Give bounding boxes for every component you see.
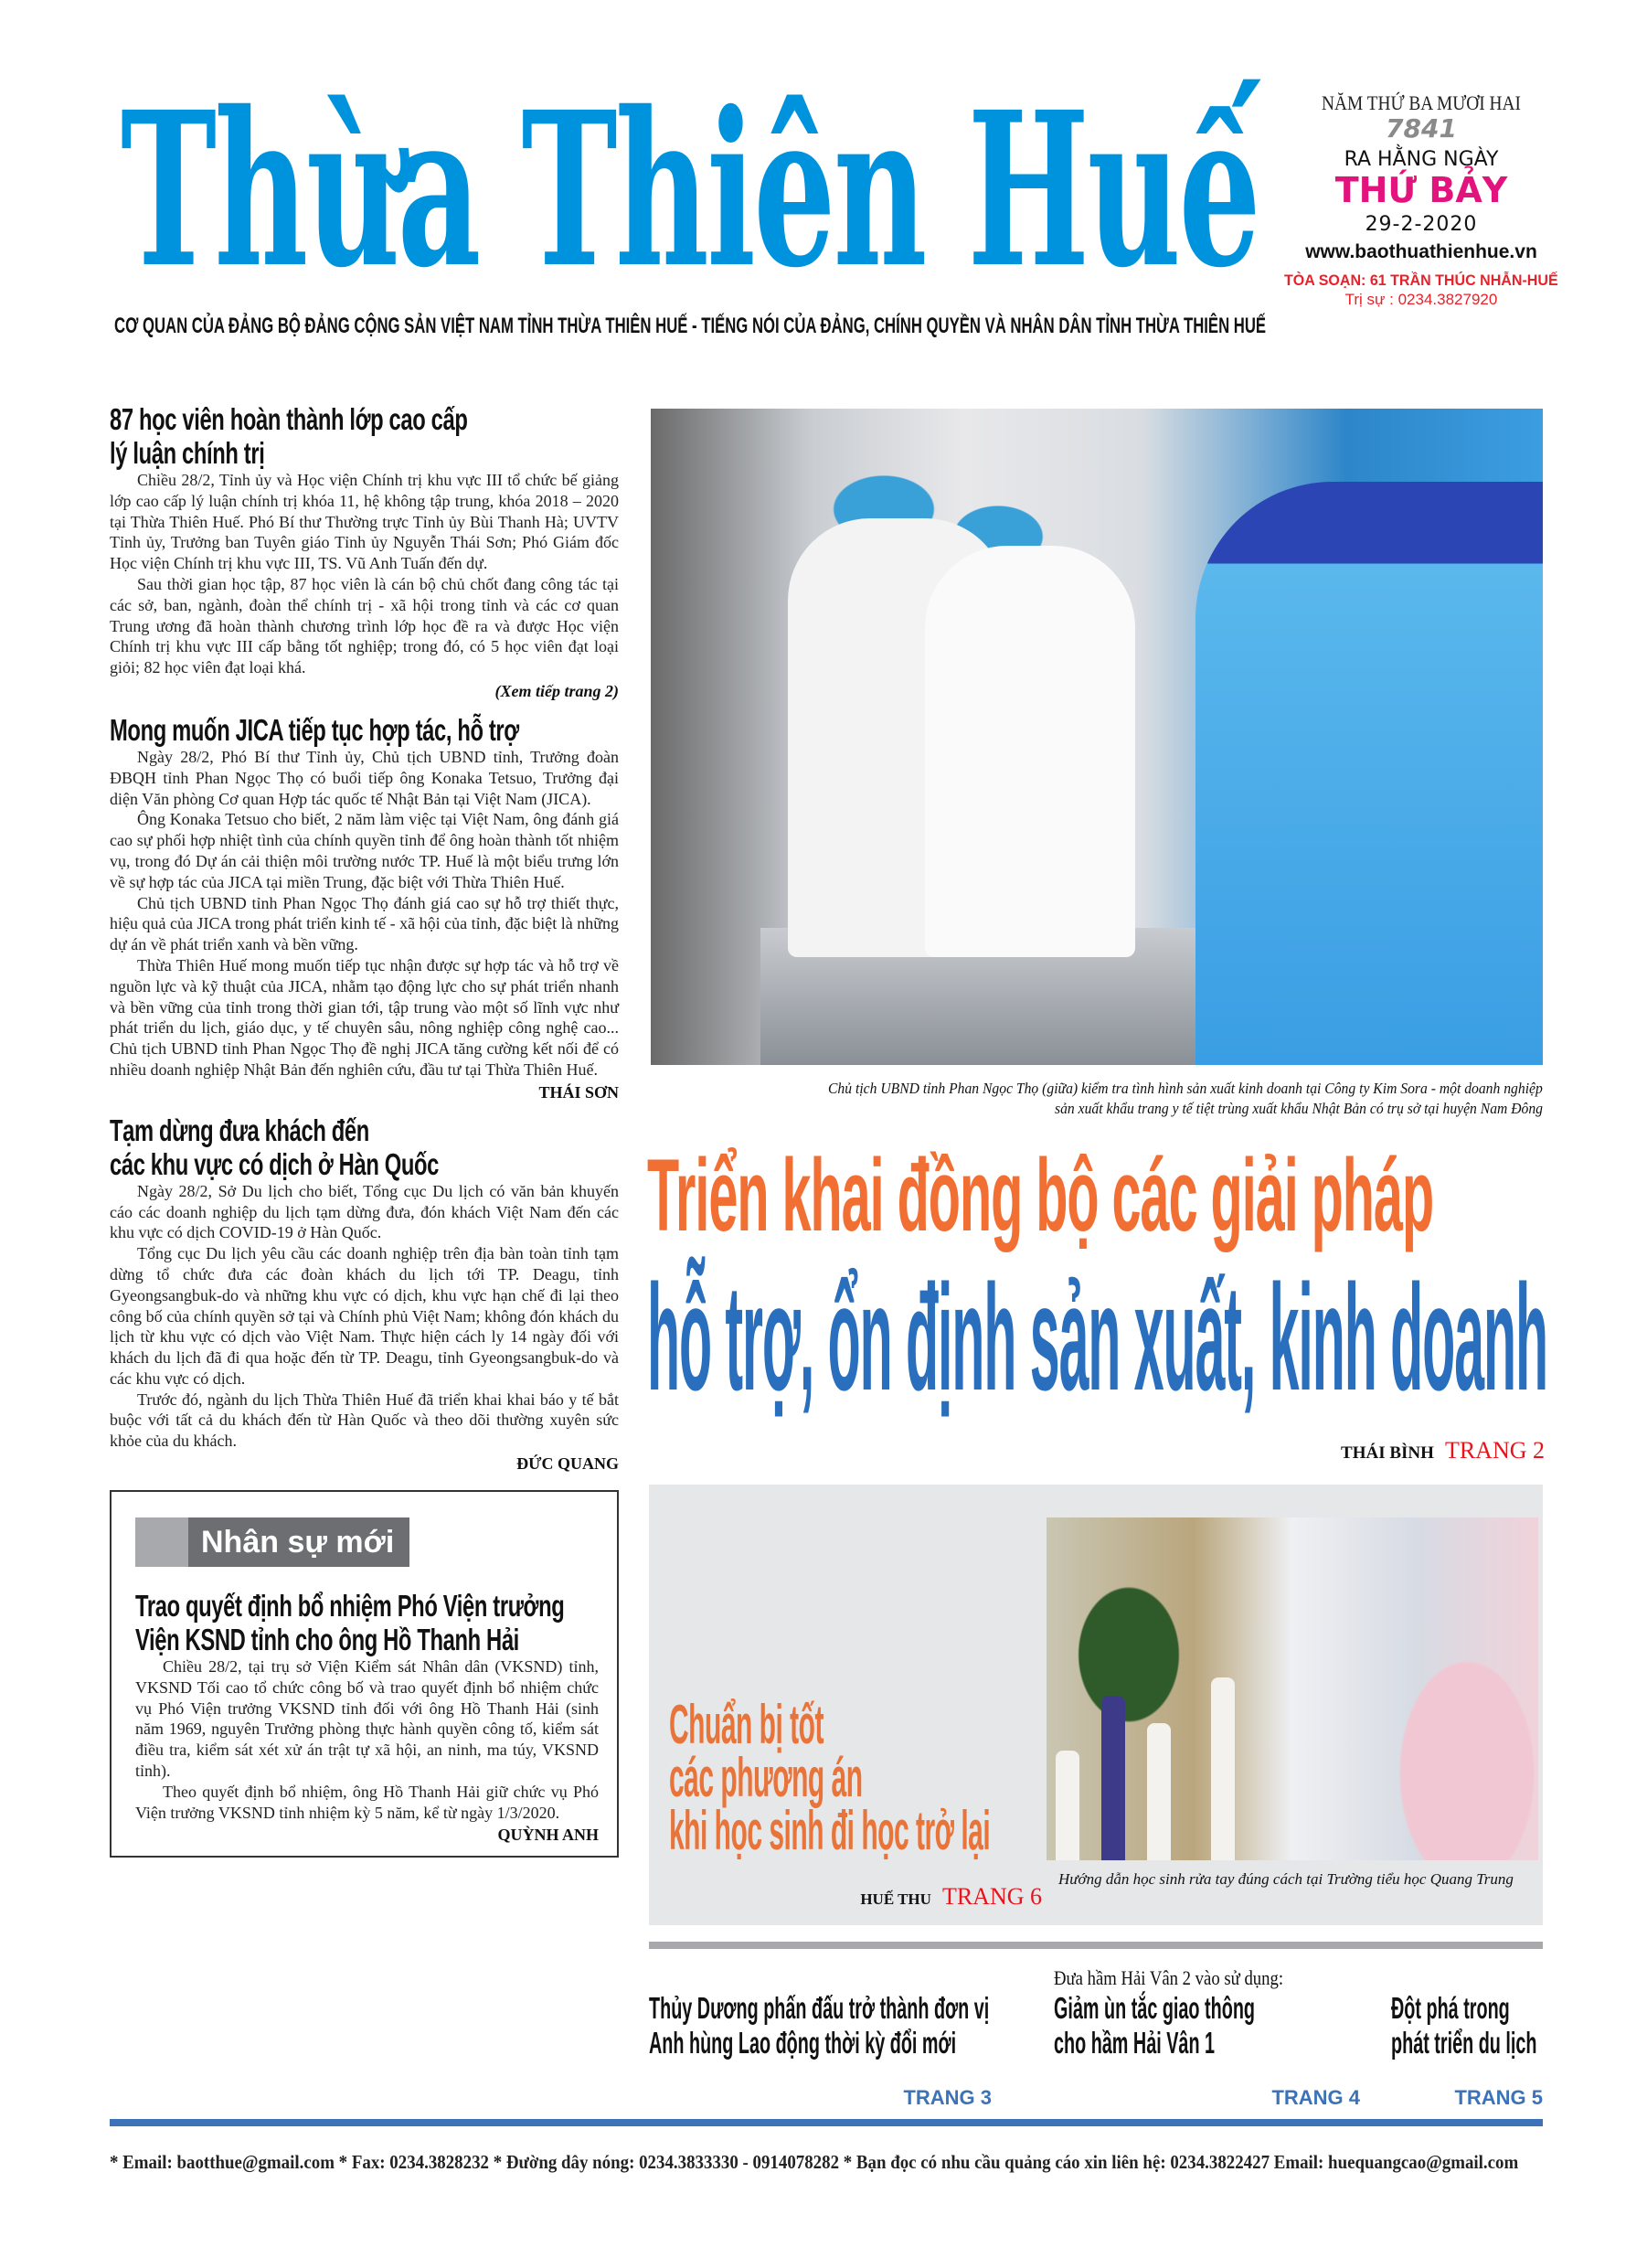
article-headline: [110, 402, 619, 470]
paragraph: Chiều 28/2, tại trụ sở Viện Kiểm sát Nhân dân (VKSND) tỉnh, VKSND Tối cao tổ chức công bố và trao quyết định bổ nhiệm chức vụ Phó Viện trưởng VKSND tỉnh đối với ông Hồ Thanh Hải (sinh năm 1969, nguyên Trưởng phòng thực hành quyền công tố, kiểm sát điều tra, kiểm sát xét xử án trật tự xã hội, an ninh, ma túy, VKSND tỉnh).: [135, 1657, 599, 1781]
caption-line: sản xuất khẩu trang y tế tiệt trùng xuất khẩu Nhật Bản có trụ sở tại huyện Nam Đông: [1055, 1100, 1544, 1117]
lead-headline: [647, 1138, 1548, 1421]
paragraph: Ông Konaka Tetsuo cho biết, 2 năm làm việc tại Việt Nam, ông đánh giá cao sự phối hợp nhiệt tình của chính quyền tỉnh để ông hoàn thành tốt nhiệm vụ, trong đó Dự án cải thiện môi trường nước TP. Huế là một biểu trưng lớn về sự hợp tác của JICA tại miền Trung, đặc biệt với Thừa Thiên Huế.: [110, 810, 619, 891]
caption-line: Chủ tịch UBND tỉnh Phan Ngọc Thọ (giữa) kiểm tra tình hình sản xuất kinh doanh tại Công ty Kim Sora - một doanh nghiệp: [828, 1080, 1543, 1097]
personnel-box: [110, 1490, 619, 1858]
continued-link[interactable]: (Xem tiếp trang 2): [494, 681, 619, 700]
headline-line: Mong muốn JICA tiếp tục hợp tác, hỗ trợ: [110, 712, 519, 747]
lead-photo: [651, 409, 1543, 1065]
page-ref-link[interactable]: TRANG 6: [941, 1883, 1042, 1910]
article-jica: [110, 713, 619, 1104]
office-address: TÒA SOẠN: 61 TRẦN THÚC NHẪN-HUẾ: [1284, 272, 1558, 289]
headline-line: các phương án: [669, 1747, 863, 1808]
teaser-headline: phát triển du lịch: [1391, 2026, 1537, 2060]
headline-line: 87 học viên hoàn thành lớp cao cấp: [110, 402, 468, 436]
paragraph: Thừa Thiên Huế mong muốn tiếp tục nhận được sự hợp tác và hỗ trợ về nguồn lực và kỹ thuật của JICA, nhằm tạo động lực cho sự phát triển nhanh và bền vững của tỉnh trong thời gian tới, tập trung vào một số lĩnh vực như phát triển du lịch, giáo dục, y tế chuyên sâu, nông nghiệp công nghệ cao... Chủ tịch UBND tỉnh Phan Ngọc Thọ đề nghị JICA tăng cường kết nối để có nhiều doanh nghiệp Nhật Bản đến nghiên cứu, đầu tư tại Thừa Thiên Huế.: [110, 955, 619, 1079]
lead-headline-line1: Triển khai đồng bộ các giải pháp: [647, 1138, 1434, 1252]
divider: [649, 1942, 1543, 1949]
footer-wrap: [110, 2150, 1543, 2174]
paragraph: Ngày 28/2, Sở Du lịch cho biết, Tổng cục Du lịch có văn bản khuyến cáo các doanh nghiệp du lịch tạm dừng đưa, đón khách Việt Nam đến các khu vực có dịch COVID-19 ở Hàn Quốc.: [110, 1181, 619, 1242]
lead-photo-caption: [651, 1079, 1543, 1119]
photo-detail: [1195, 482, 1543, 1065]
photo-detail: [1101, 1696, 1125, 1860]
footer-divider: [110, 2119, 1543, 2126]
author: ĐỨC QUANG: [516, 1454, 619, 1474]
teaser-headline: Giảm ùn tắc giao thông: [1054, 1991, 1256, 2025]
author: HUẾ THU: [860, 1890, 931, 1908]
weekday: THỨ BẢY: [1334, 170, 1508, 210]
author: THÁI BÌNH: [1341, 1443, 1434, 1463]
article-headline: [135, 1589, 599, 1656]
paragraph: Tổng cục Du lịch yêu cầu các doanh nghiệp trên địa bàn toàn tỉnh tạm dừng tổ chức đưa các đoàn khách du lịch tới TP. Deagu, tỉnh Gyeongsangbuk-do và những khu vực có dịch, khu vực hạn chế đi lại theo công bố của chính quyền sở tại và Chính phủ Việt Nam; không đón khách du lịch từ khu vực có dịch vào Việt Nam. Thực hiện cách ly 14 ngày đối với khách du lịch đã đi qua hoặc đến từ TP. Deagu, tỉnh Gyeongsangbuk-do và các khu vực có dịch.: [110, 1244, 619, 1388]
frequency: RA HẰNG NGÀY: [1344, 148, 1499, 171]
article-body: [135, 1656, 599, 1823]
page-ref-link[interactable]: TRANG 5: [1454, 2086, 1543, 2109]
feature-photo-caption: Hướng dẫn học sinh rửa tay đúng cách tại Trường tiểu học Quang Trung: [1058, 1870, 1514, 1888]
feature-headline: [669, 1694, 1035, 1861]
article-body: [110, 747, 619, 1081]
article-headline: [110, 1113, 619, 1181]
issue-number: 7841: [1386, 113, 1457, 144]
teaser-2[interactable]: [1054, 1965, 1360, 2116]
issue-date: 29-2-2020: [1365, 213, 1478, 236]
paragraph: Trước đó, ngành du lịch Thừa Thiên Huế đã triển khai khai báo y tế bắt buộc với tất cả du khách đến từ Hàn Quốc và theo dõi thường xuyên sức khỏe của du khách.: [110, 1390, 619, 1451]
teaser-kicker: Đưa hầm Hải Vân 2 vào sử dụng:: [1054, 1966, 1284, 1989]
photo-detail: [1147, 1723, 1171, 1860]
paragraph: Chủ tịch UBND tỉnh Phan Ngọc Thọ đánh giá cao sự hỗ trợ thiết thực, hiệu quả của JICA trong phát triển kinh tế - xã hội của tỉnh, đặc biệt là những dự án về phát triển xanh và bền vững.: [110, 893, 619, 954]
office-phone: Trị sự : 0234.3827920: [1344, 291, 1498, 308]
tagline-wrap: [114, 314, 1266, 339]
article-graduation: [110, 402, 619, 704]
feature-byline: [804, 1883, 1042, 1911]
year-label: NĂM THỨ BA MƯƠI HAI: [1321, 91, 1521, 114]
footer-contact: * Email: baotthue@gmail.com * Fax: 0234.3828232 * Đường dây nóng: 0234.3833330 - 0914078282 * Bạn đọc có nhu cầu quảng cáo xin liên hệ: 0234.3822427 Email: huequangcao@gmail.com: [110, 2151, 1519, 2173]
article-headline: [110, 713, 619, 747]
teaser-3[interactable]: [1391, 1965, 1543, 2116]
headline-line: Tạm dừng đưa khách đến: [110, 1113, 369, 1147]
paragraph: Ngày 28/2, Phó Bí thư Tỉnh ủy, Chủ tịch UBND tỉnh, Trưởng đoàn ĐBQH tỉnh Phan Ngọc Thọ có buổi tiếp ông Konaka Tetsuo, Trưởng đại diện Văn phòng Cơ quan Hợp tác quốc tế Nhật Bản tại Việt Nam (JICA).: [110, 747, 619, 808]
photo-detail: [1056, 1751, 1079, 1860]
paragraph: Theo quyết định bổ nhiệm, ông Hồ Thanh Hải giữ chức vụ Phó Viện trưởng VKSND tỉnh nhiệm kỳ 5 năm, kể từ ngày 1/3/2020.: [135, 1782, 599, 1822]
author: THÁI SƠN: [538, 1082, 619, 1102]
article-korea: [110, 1113, 619, 1475]
headline-line: Viện KSND tỉnh cho ông Hồ Thanh Hải: [135, 1623, 519, 1657]
teaser-kicker: [1391, 1965, 1543, 1991]
teaser-headline: Anh hùng Lao động thời kỳ đổi mới: [649, 2026, 957, 2060]
section-label: [135, 1517, 409, 1567]
headline-line: các khu vực có dịch ở Hàn Quốc: [110, 1146, 439, 1181]
page-ref-link[interactable]: TRANG 2: [1444, 1437, 1545, 1464]
feature-photo: [1047, 1517, 1538, 1860]
article-body: [110, 1181, 619, 1452]
section-label-text: Nhân sự mới: [201, 1525, 395, 1560]
website-link[interactable]: www.baothuathienhue.vn: [1305, 241, 1537, 262]
page-ref-link[interactable]: TRANG 4: [1271, 2086, 1360, 2109]
teaser-headline: Đột phá trong: [1391, 1991, 1510, 2025]
headline-line: Chuẩn bị tốt: [669, 1694, 824, 1755]
headline-line: lý luận chính trị: [110, 436, 265, 470]
author: QUỲNH ANH: [497, 1826, 599, 1845]
tagline: CƠ QUAN CỦA ĐẢNG BỘ ĐẢNG CỘNG SẢN VIỆT NAM TỈNH THỪA THIÊN HUẾ - TIẾNG NÓI CỦA ĐẢNG, CHÍNH QUYỀN VÀ NHÂN DÂN TỈNH THỪA THIÊN HUẾ: [114, 314, 1267, 338]
issue-info: [1284, 91, 1558, 309]
paragraph: Sau thời gian học tập, 87 học viên là cán bộ chủ chốt đang công tác tại các sở, ban, ngành, đoàn thể chính trị - xã hội trong tỉnh và các cơ quan Trung ương đã hoàn thành chương trình lớp học đề ra và được Học viện Chính trị khu vực III cấp bằng tốt nghiệp; trong đó, có 5 học viên đạt loại giỏi; 82 học viên đạt loại khá.: [110, 574, 619, 677]
photo-detail: [1211, 1677, 1235, 1860]
paragraph: Chiều 28/2, Tỉnh ủy và Học viện Chính trị khu vực III tổ chức bế giảng lớp cao cấp lý luận chính trị khóa 11, hệ không tập trung, khóa 2018 – 2020 tại Thừa Thiên Huế. Phó Bí thư Thường trực Tỉnh ủy Bùi Thanh Hà; UVTV Tỉnh ủy, Trưởng ban Tuyên giáo Tỉnh ủy Nguyễn Thái Sơn; Phó Giám đốc Học viện Chính trị khu vực III, TS. Vũ Anh Tuấn đến dự.: [110, 471, 619, 573]
headline-line: khi học sinh đi học trở lại: [669, 1800, 991, 1861]
photo-detail: [925, 546, 1135, 957]
newspaper-title: Thừa Thiên Huế: [121, 65, 1259, 314]
teaser-headline: cho hầm Hải Vân 1: [1054, 2026, 1216, 2060]
headline-line: Trao quyết định bổ nhiệm Phó Viện trưởng: [135, 1589, 565, 1624]
teaser-headline: Thủy Dương phấn đấu trở thành đơn vị: [649, 1991, 990, 2025]
lead-byline: [1097, 1437, 1545, 1464]
article-body: [110, 470, 619, 678]
lead-headline-line2: hỗ trợ, ổn định sản xuất, kinh doanh: [647, 1253, 1548, 1421]
teaser-kicker: [649, 1965, 992, 1991]
left-column: [110, 402, 619, 1858]
teaser-1[interactable]: [649, 1965, 992, 2116]
page-ref-link[interactable]: TRANG 3: [903, 2086, 992, 2109]
masthead: [121, 65, 1259, 314]
